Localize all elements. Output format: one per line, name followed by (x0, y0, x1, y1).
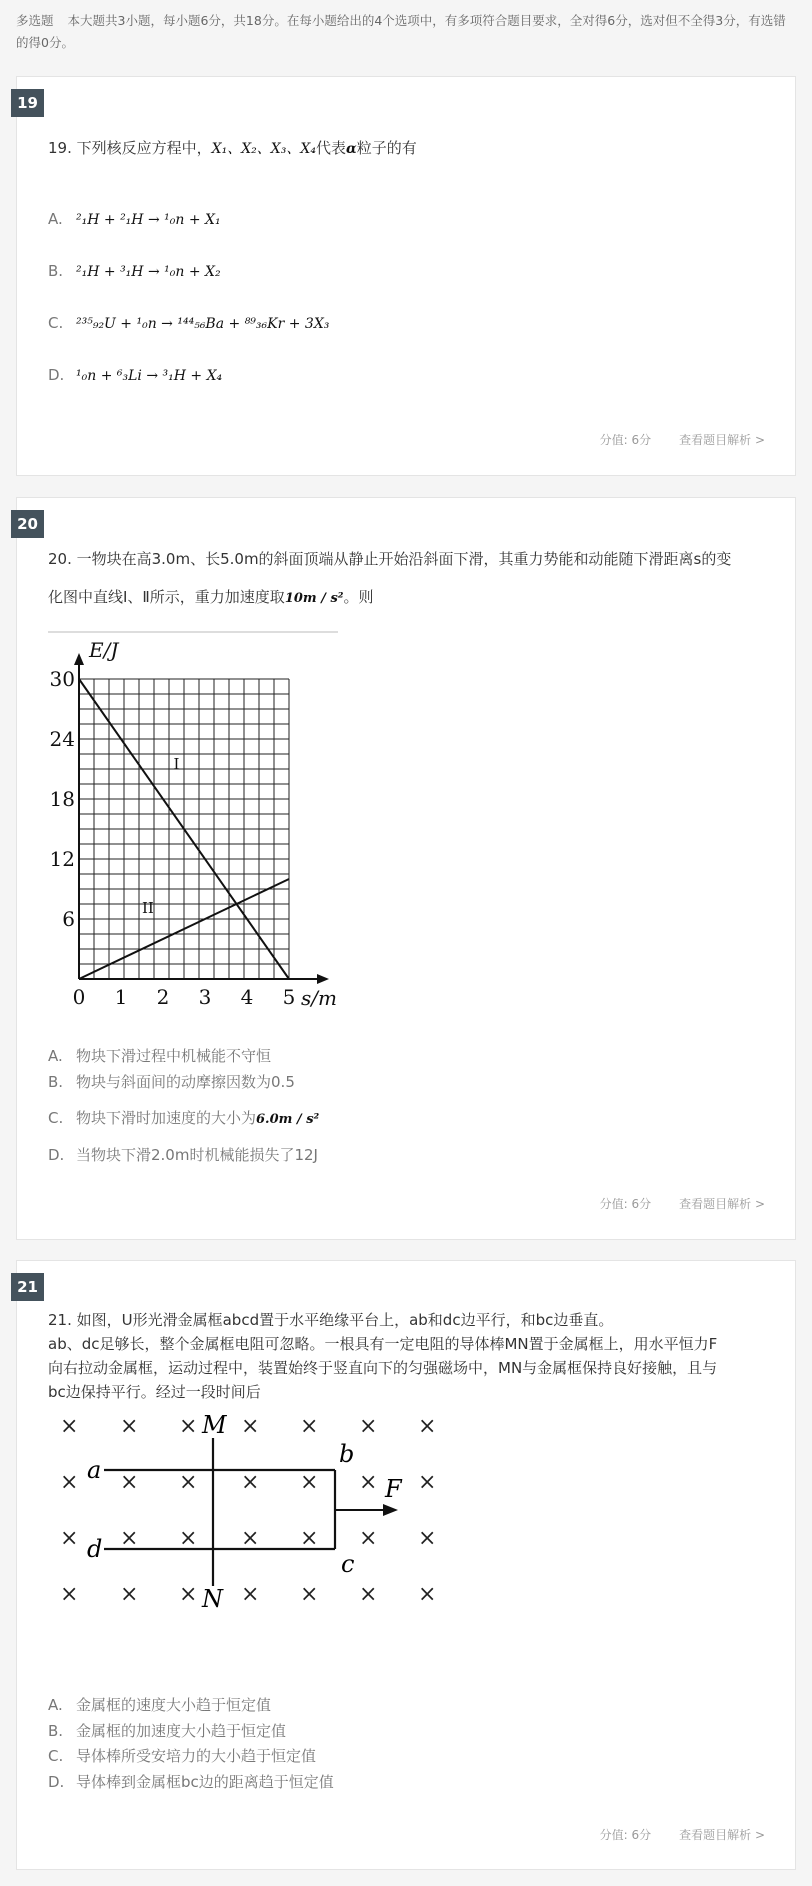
question-card-21 (16, 1260, 796, 1870)
y-tick-label: 24 (49, 727, 75, 751)
field-cross: × (418, 1414, 437, 1439)
series-label-I: I (173, 755, 180, 773)
option-b[interactable]: B. 物块与斜面间的动摩擦因数为0.5 (48, 1073, 295, 1091)
field-cross: × (60, 1526, 79, 1551)
score-label: 分值: 6分 (599, 433, 652, 447)
field-cross: × (418, 1582, 437, 1607)
stem-variables: X₁、X₂、X₃、X₄ (211, 141, 316, 157)
option-d[interactable]: D. 当物块下滑2.0m时机械能损失了12J (48, 1146, 318, 1164)
y-tick-label: 18 (49, 787, 75, 811)
label-n: N (202, 1585, 223, 1611)
series-label-II: II (142, 899, 154, 917)
view-analysis-link[interactable]: 查看题目解析 > (679, 433, 765, 447)
question-type: 多选题 (16, 13, 54, 28)
option-d[interactable]: D. ¹₀n + ⁶₃Li → ³₁H + X₄ (48, 366, 223, 384)
label-f: F (385, 1475, 402, 1503)
field-cross: × (120, 1470, 139, 1495)
question-footer (572, 431, 765, 448)
field-cross: × (300, 1582, 319, 1607)
option-b[interactable]: B. 金属框的加速度大小趋于恒定值 (48, 1722, 287, 1740)
question-stem-line3: 向右拉动金属框，运动过程中，装置始终于竖直向下的匀强磁场中，MN与金属框保持良好接触，且与 (48, 1359, 718, 1377)
option-a[interactable]: A. 金属框的速度大小趋于恒定值 (48, 1696, 272, 1714)
label-b: b (339, 1440, 355, 1468)
field-cross: × (60, 1582, 79, 1607)
question-number: 21 (11, 1273, 44, 1301)
field-cross: × (120, 1414, 139, 1439)
field-cross: × (241, 1526, 260, 1551)
question-card-20 (16, 497, 796, 1240)
option-a[interactable]: A. ²₁H + ²₁H → ¹₀n + X₁ (48, 210, 221, 228)
label-d: d (87, 1535, 103, 1563)
label-c: c (341, 1550, 355, 1578)
field-cross: × (179, 1582, 198, 1607)
option-d[interactable]: D. 导体棒到金属框bc边的距离趋于恒定值 (48, 1773, 334, 1791)
field-cross: × (241, 1470, 260, 1495)
question-card-19 (16, 76, 796, 476)
question-stem: 19. 下列核反应方程中，X₁、X₂、X₃、X₄代表α粒子的有 (48, 139, 417, 157)
question-stem-line1: 20. 一物块在高3.0m、长5.0m的斜面顶端从静止开始沿斜面下滑，其重力势能和动能随下滑距离s的变 (48, 550, 732, 568)
field-cross: × (300, 1414, 319, 1439)
option-b[interactable]: B. ²₁H + ³₁H → ¹₀n + X₂ (48, 262, 221, 280)
x-tick-label: 4 (240, 985, 254, 1009)
energy-chart (48, 631, 338, 1011)
field-cross: × (359, 1526, 378, 1551)
question-stem-line2: 化图中直线Ⅰ、Ⅱ所示，重力加速度取10m / s²。则 (48, 588, 374, 606)
option-c[interactable]: C. ²³⁵₉₂U + ¹₀n → ¹⁴⁴₅₆Ba + ⁸⁹₃₆Kr + 3X₃ (48, 314, 330, 332)
field-cross: × (359, 1470, 378, 1495)
score-label: 分值: 6分 (599, 1197, 652, 1211)
field-cross: × (359, 1414, 378, 1439)
y-tick-label: 6 (62, 907, 75, 931)
field-cross: × (179, 1414, 198, 1439)
question-stem-line4: bc边保持平行。经过一段时间后 (48, 1383, 261, 1401)
y-tick-label: 12 (49, 847, 75, 871)
y-axis-arrowhead (74, 653, 84, 665)
field-cross: × (60, 1470, 79, 1495)
field-cross: × (120, 1526, 139, 1551)
field-cross: × (418, 1526, 437, 1551)
question-number: 20 (11, 510, 44, 538)
x-tick-label: 0 (72, 985, 86, 1009)
x-tick-label: 5 (282, 985, 296, 1009)
field-cross: × (179, 1526, 198, 1551)
question-stem-line1: 21. 如图，U形光滑金属框abcd置于水平绝缘平台上，ab和dc边平行，和bc边垂直。 (48, 1311, 614, 1329)
field-cross: × (300, 1526, 319, 1551)
energy-chart-svg (48, 631, 338, 1011)
circuit-diagram (48, 1411, 448, 1611)
label-m: M (202, 1411, 227, 1439)
circuit-svg (48, 1411, 448, 1611)
x-axis-arrowhead (317, 974, 329, 984)
x-axis-title: s/m (301, 986, 337, 1010)
field-cross: × (60, 1414, 79, 1439)
question-stem-line2: ab、dc足够长，整个金属框电阻可忽略。一根具有一定电阻的导体棒MN置于金属框上，用水平恒力F (48, 1335, 718, 1353)
view-analysis-link[interactable]: 查看题目解析 > (679, 1828, 765, 1842)
field-cross: × (120, 1582, 139, 1607)
y-tick-label: 30 (49, 667, 75, 691)
field-cross: × (359, 1582, 378, 1607)
score-label: 分值: 6分 (599, 1828, 652, 1842)
field-cross: × (179, 1470, 198, 1495)
field-cross: × (241, 1414, 260, 1439)
intro-text: 本大题共3小题，每小题6分，共18分。在每小题给出的4个选项中，有多项符合题目要求，全对得6分，选对但不全得3分，有选错的得0分。 (16, 13, 786, 50)
option-c[interactable]: C. 导体棒所受安培力的大小趋于恒定值 (48, 1747, 317, 1765)
option-a[interactable]: A. 物块下滑过程中机械能不守恒 (48, 1047, 272, 1065)
label-a: a (87, 1456, 102, 1484)
question-footer (572, 1195, 765, 1212)
x-tick-label: 2 (156, 985, 170, 1009)
question-footer (572, 1826, 765, 1843)
option-c[interactable]: C. 物块下滑时加速度的大小为6.0m / s² (48, 1109, 320, 1127)
field-cross: × (418, 1470, 437, 1495)
field-cross: × (241, 1582, 260, 1607)
question-number: 19 (11, 89, 44, 117)
y-axis-title: E/J (89, 638, 119, 662)
x-tick-label: 1 (114, 985, 128, 1009)
section-intro (16, 10, 796, 54)
view-analysis-link[interactable]: 查看题目解析 > (679, 1197, 765, 1211)
force-arrowhead (383, 1504, 398, 1516)
field-cross: × (300, 1470, 319, 1495)
x-tick-label: 3 (198, 985, 212, 1009)
